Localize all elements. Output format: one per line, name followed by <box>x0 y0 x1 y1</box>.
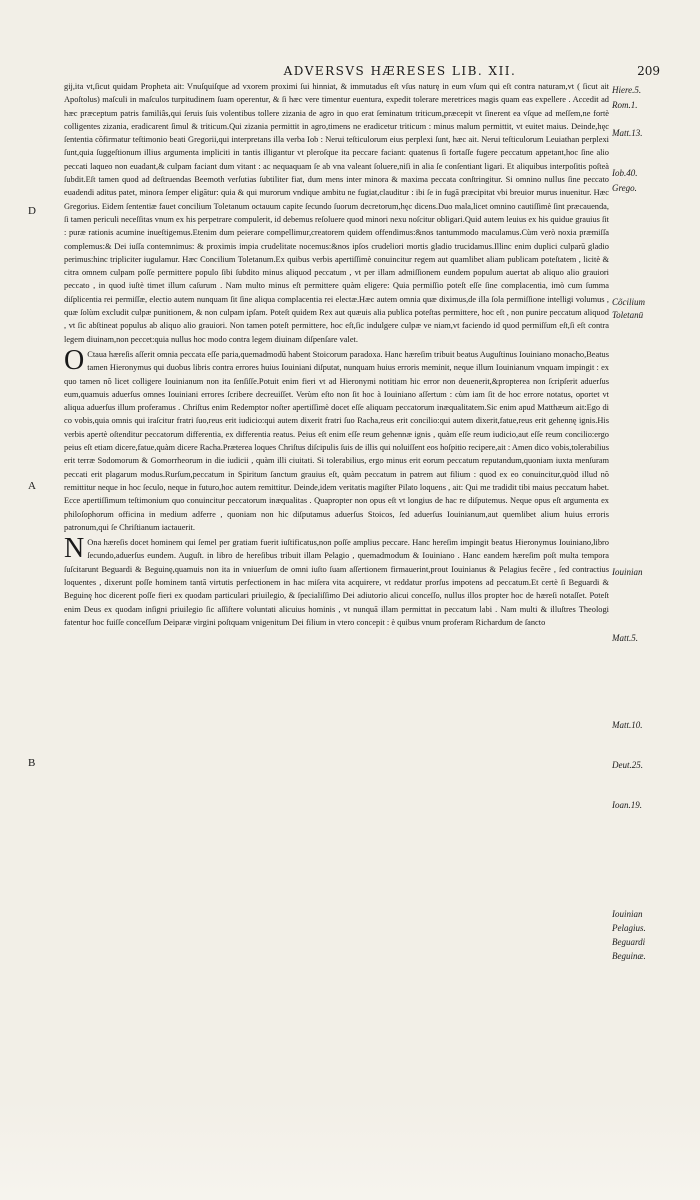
paragraph <box>64 344 609 534</box>
margin-note: Grego. <box>612 183 637 193</box>
margin-note: Toletanū <box>612 310 644 320</box>
margin-note: Ioan.19. <box>612 800 642 810</box>
margin-note: Iob.40. <box>612 168 638 178</box>
drop-cap: N <box>64 533 85 565</box>
margin-letter-b: B <box>28 757 36 769</box>
page-number: 209 <box>637 64 660 78</box>
paragraph <box>64 533 609 629</box>
margin-note: Rom.1. <box>612 100 638 110</box>
margin-note: Iouinian <box>612 567 643 577</box>
margin-note: Beguinæ. <box>612 951 646 961</box>
paragraph-text: Ona hæreſis docet hominem qui ſemel per gratiam fuerit iuſtificatus,non poſſe amplius peccare. Hanc hereſim impingit beatus Hieronymus Iouiniano,libro ſecundo,aduerſus eundem. Auguſt. in libro de hereſibus tribuit illam Pelagio , quemadmodum & Iouiniano . Hanc eandem hæreſim poſt multa tempora ſuſcitarunt Beguardi & Beguinę,quamuis non ita in vniuerſum de omni iuſto ſuam aſſertionem firmauerint,prout Iouinianus & Pelagius fecēre , ſed contractius loquentes , dixerunt poſſe hominem tantā virtutis perfectionem in hac miſera vita acquirere, vt reddatur prorſus impotens ad peccatum.Et certè ſi Beguardi & Beguinę hoc dicerent poſſe fieri ex quodam particulari priuilegio, & ſpecialiſſimo Dei adiutorio alicui conceſſo, nullus illos propter hoc de hæreſi notaſſet. Poteſt enim Deus ex quodam inſigni priuilegio ſic aſſiſtere voluntati alicuius hominis , vt nunquā illam permittat in peccatum labi . Nam multi & illuſtres Theologi fatentur hoc fuiſſe conceſſum Deiparæ virgini poſtquam vnigenitum Dei filium in vtero concepit : è quibus vnum proferam Richardum de ſancto <box>64 538 609 627</box>
margin-note: Hiere.5. <box>612 85 642 95</box>
paragraph-text: Ctaua hæreſis aſſerit omnia peccata eſſe paria,quemadmodū habent Stoicorum paradoxa. Hanc hæreſim tribuit beatus Auguſtinus Iouiniano monacho,Beatus tamen Hieronymus qui duobus libris contra errores huius Iouiniani diſputat, nunquam huius erroris meminit, neque illum Iouinianum vnquam impingit : ex quo tamen nõ licet colligere Iouinianum non ita ſenſiſſe.Potuit enim fieri vt ad Hieronymi notitiam hic error non deuenerit,&propterea non ſcripſerit aduerſus eum,quamuis aduerſus omnes Iouiniani errores ſcribere decreuiſſet. Verùm eſto non ſit hoc à Iouiniano aſſertum : cùm iam ſit de hoc errore notatus, oportet vt aliqua aduerſus illum proferamus . Chriſtus enim Redemptor noſter apertiſſimè docet eſſe aliquam peccatorum inæqualitatem.Sic enim apud Matthæum ait:Ego di co vobis,quia omnis qui iraſcitur fratri ſuo,reus erit iudicio:qui autem dixerit fratri ſuo Racha,reus erit concilio:qui autem dixerit,fatue,reus erit gehennę ignis.His verbis apertè oſtenditur peccatorum differentia, ex differentia reatus. Peius eſt enim eſſe reum gehennæ ignis , quàm eſſe reum iudicio,aut eſſe reum concilio:ergo peius eſt etiam dicere,fatue,quàm dicere Racha.Præterea loques Chriſtus diſcipulis ſuis de illis qui noluiſſent eos hoſpitio recipere,ait : Amen dico vobis,tolerabilius erit terræ Sodomorum & Gomorrheorum in die iudicii , quàm illi ciuitati. Si tolerabilius, ergo minus erit eorum peccatum reputandum,quoniam iuxta menſuram peccati erit plagarum modus.Rurſum,peccatum in Spiritum ſanctum grauius eſt, quàm peccatum in patrem aut filium : quod ex eo conuincitur,quòd illud nõ remittitur neque in hoc ſeculo, neque in futuro,hoc autem remittitur. Deinde,idem veritatis magiſter Pilato loquens , ait: Qui me tradidit tibi maius peccatum habet. Ecce apertiſſimum teſtimonium quo conuincitur peccatorum inæqualitas . Quapropter non opus eſt vt longius de hac re diſputemus. Neque opus eſt argumenta ex philoſophorum officina in medium adferre , quoniam non hic diſputamus aduerſus Stoicos, ſed aduerſus Iouinianum,aut quemlibet alium huius erroris patronum,qui ſe Chriſtianum iactauerit. <box>64 349 609 532</box>
paragraph <box>64 80 609 346</box>
margin-note: Cõcilium <box>612 297 645 307</box>
margin-note: Beguardi <box>612 937 646 947</box>
margin-note: Matt.13. <box>612 128 643 138</box>
paragraph-text: gij,ita vt,ſicut quidam Propheta ait: Vnuſquiſque ad vxorem proximi ſui hinniat, & immutadus eſt vſus naturę in eum vſum qui eſt contra naturam,vt ( ſicut ait Apoſtolus) maſculi in maſculos turpitudinem ſuam operentur, & ſi hæc vere timentur euentura, expedit tolerare meretrices magis quam eas expellere . Accedit ad hæc præceptum patris familiâs,qui ſeruis ſuis volentibus tollere zizania de agro in quo erat ſeminatum triticum,præcepit vt ſinerent ea vſque ad meſſem,ne fortè colligentes zizania, eradicarent ſimul & triticum.Qui zizania permittit in agro,timens ne eradicetur triticum : minus malum permittit, vt euitet maius. Deinde,hęc ſententia cõfirmatur teſtimonio beati Gregorii,qui interpretans illa verba Iob : Nerui teſticulorum eius perplexi ſunt, hæc ait. Nerui teſticulorum Leuiathan perplexi ſunt,quia ſuggeſtionum illius argumenta impliciti in tantis illigantur vt pleroſque ita peccare faciant: quatenus ſi fortaſſe fugere peccatum appetant,hoc ſine alio peccati laqueo non euadant,& culpam faciant dum vitant : ac nequaquam ſe ab vna valeant ſoluere,niſi in alia ſe conſentiant ligari. Et aliquibus interpoſitis poſteà ſubdit.Eſt tamen quod ad deſtruendas Beemoth verſutias ſubtiliter fiat, dum mens inter minora & maxima peccata conſtringitur. Si omnino nullus ſine peccato euadendi aditus patet, minora ſemper eligātur: quia & qui murorum vndique ambitu ne fugiat,clauditur : ibi ſe in fugā præcipitat vbi breuior murus inuenitur. Hæc Gregorius. Eidem ſententiæ fauet concilium Toletanum octauum capite ſecundo ſuorum decretorum,hęc dicens.Duo mala,licet omnino cautiſſimè ſint præcauenda, ſi tamen periculi neceſſitas vnum ex his perpetrare compulerit, id debemus reſoluere quod minori nexu noſcitur obligari.Quid autem leuius ex his quidue grauius ſit : puræ rationis acumine inueſtigemus.Etenim dum peierare compellimur,creatorem quidem offendimus:&nos tantummodo maculamus.Cùm verò noxia præmiſſa complemus:& Dei iuſſa contemnimus: & proximis impia crudelitate nocemus:&nos ipſos crudeliori mortis gladio trucidamus.Illinc enim duplici culparū gladio perimus:hinc tripliciter iugulamur. Hæc Concilium Toletanum.Ex quibus verbis apertiſſimè conuincitur regem aut quamlibet aliam publicam poteſtatem , licitè & citra omnem culpam poſſe permittere populo ſibi ſubdito minus aliquod peccatum , vt per illam admiſſionem eundem populum auertat ab aliquo alio grauiori peccato , in quod iuſtè timet illum caſurum . Nam multo minus eſt permittere quàm eligere: Quia permiſſio poteſt eſſe ſine complacentia, imò cum ſumma diſplicentia rei permiſſæ, electio autem nunquam ſit ſine aliqua complacentia rei electæ.Hæc autem omnia quæ diximus,de illa ſola permiſſione intelligi volumus , quæ ſolùm excludit culpæ punitionem, & non culpam ipſam. Poteſt quidem Rex aut quæuis alia publica poteſtas permittere, hoc eſt , non punire peccatum aliquod , vt ſic abſtineat populus ab aliquo alio grauiori. Non tamen poteſt permittere, hoc eſt,ſic indulgere culpæ ve niam,vt faciendo id quod permiſſum eſt,ſi eſt contra legem diuinam,non peccet:quia nullus hoc modo contra legem diuinam diſpenſare valet. <box>64 82 609 344</box>
margin-note: Pelagius. <box>612 923 646 933</box>
main-text-column <box>64 80 609 629</box>
drop-cap: O <box>64 344 85 376</box>
running-head: ADVERSVS HÆRESES LIB. XII. <box>283 64 517 78</box>
margin-letter-a: A <box>28 480 36 492</box>
margin-letter-d: D <box>28 205 36 217</box>
margin-note: Deut.25. <box>612 760 643 770</box>
margin-note: Matt.10. <box>612 720 643 730</box>
page-bottom-margin <box>0 1100 700 1200</box>
margin-note: Iouinian <box>612 909 643 919</box>
margin-note: Matt.5. <box>612 633 638 643</box>
